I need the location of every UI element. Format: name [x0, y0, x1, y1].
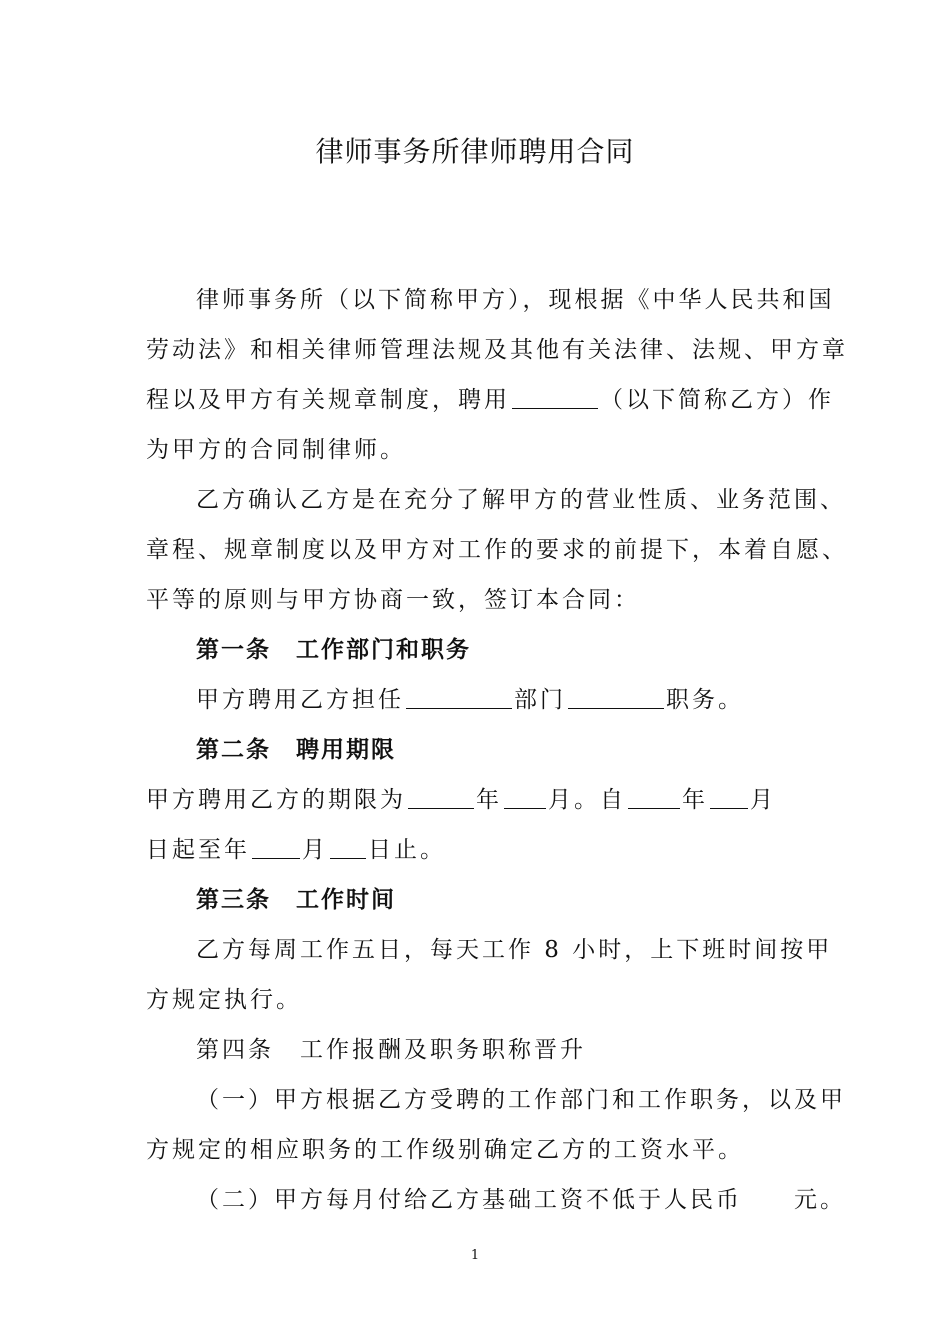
article-4-item-2-unit: 元。	[794, 1187, 846, 1213]
intro-line-3	[146, 385, 834, 415]
article-2-text-h: 日止。	[368, 837, 446, 863]
article-4-heading: 第四条 工作报酬及职务职称晋升	[196, 1037, 586, 1063]
employee-name-blank[interactable]	[512, 386, 598, 409]
article-1-text-b: 部门	[514, 687, 566, 713]
intro-line-3-suffix: （以下简称乙方）作	[600, 387, 834, 413]
article-4-item-2-text: （二）甲方每月付给乙方基础工资不低于人民币	[196, 1187, 742, 1213]
article-2-text-e: 月	[750, 787, 776, 813]
article-2-text-a: 甲方聘用乙方的期限为	[146, 787, 406, 813]
article-1-heading: 第一条 工作部门和职务	[196, 637, 471, 663]
intro-line-3-text: 程以及甲方有关规章制度，聘用	[146, 387, 510, 413]
term-years-blank[interactable]	[408, 786, 474, 809]
article-2-text-d: 年	[682, 787, 708, 813]
article-2-text-g: 月	[302, 837, 328, 863]
document-title: 律师事务所律师聘用合同	[315, 135, 635, 168]
confirm-line-2: 章程、规章制度以及甲方对工作的要求的前提下，本着自愿、	[146, 537, 848, 563]
article-2-text-f: 日起至年	[146, 837, 250, 863]
position-blank[interactable]	[568, 686, 664, 709]
start-month-blank[interactable]	[710, 786, 748, 809]
article-4-item-2	[196, 1185, 846, 1215]
article-1-text	[196, 685, 744, 715]
article-4-item-1-line-2: 方规定的相应职务的工作级别确定乙方的工资水平。	[146, 1137, 744, 1163]
term-months-blank[interactable]	[504, 786, 546, 809]
article-2-text-c: 月。自	[548, 787, 626, 813]
article-2-text-b: 年	[476, 787, 502, 813]
confirm-line-3: 平等的原则与甲方协商一致，签订本合同：	[146, 587, 640, 613]
article-2-line-1	[146, 785, 776, 815]
intro-line-4: 为甲方的合同制律师。	[146, 437, 406, 463]
intro-line-2: 劳动法》和相关律师管理法规及其他有关法律、法规、甲方章	[146, 337, 848, 363]
start-year-blank[interactable]	[628, 786, 680, 809]
page-number: 1	[470, 1248, 480, 1263]
end-day-blank[interactable]	[330, 836, 366, 859]
article-1-text-a: 甲方聘用乙方担任	[196, 687, 404, 713]
article-2-line-2	[146, 835, 446, 865]
end-month-blank[interactable]	[252, 836, 300, 859]
article-1-text-c: 职务。	[666, 687, 744, 713]
intro-line-1: 律师事务所（以下简称甲方），现根据《中华人民共和国	[196, 287, 835, 313]
article-3-heading: 第三条 工作时间	[196, 887, 396, 913]
article-2-heading: 第二条 聘用期限	[196, 737, 396, 763]
department-blank[interactable]	[406, 686, 512, 709]
article-3-line-1: 乙方每周工作五日，每天工作 8 小时，上下班时间按甲	[196, 937, 833, 963]
article-4-item-1-line-1: （一）甲方根据乙方受聘的工作部门和工作职务，以及甲	[196, 1087, 846, 1113]
article-3-line-2: 方规定执行。	[146, 987, 302, 1013]
confirm-line-1: 乙方确认乙方是在充分了解甲方的营业性质、业务范围、	[196, 487, 846, 513]
